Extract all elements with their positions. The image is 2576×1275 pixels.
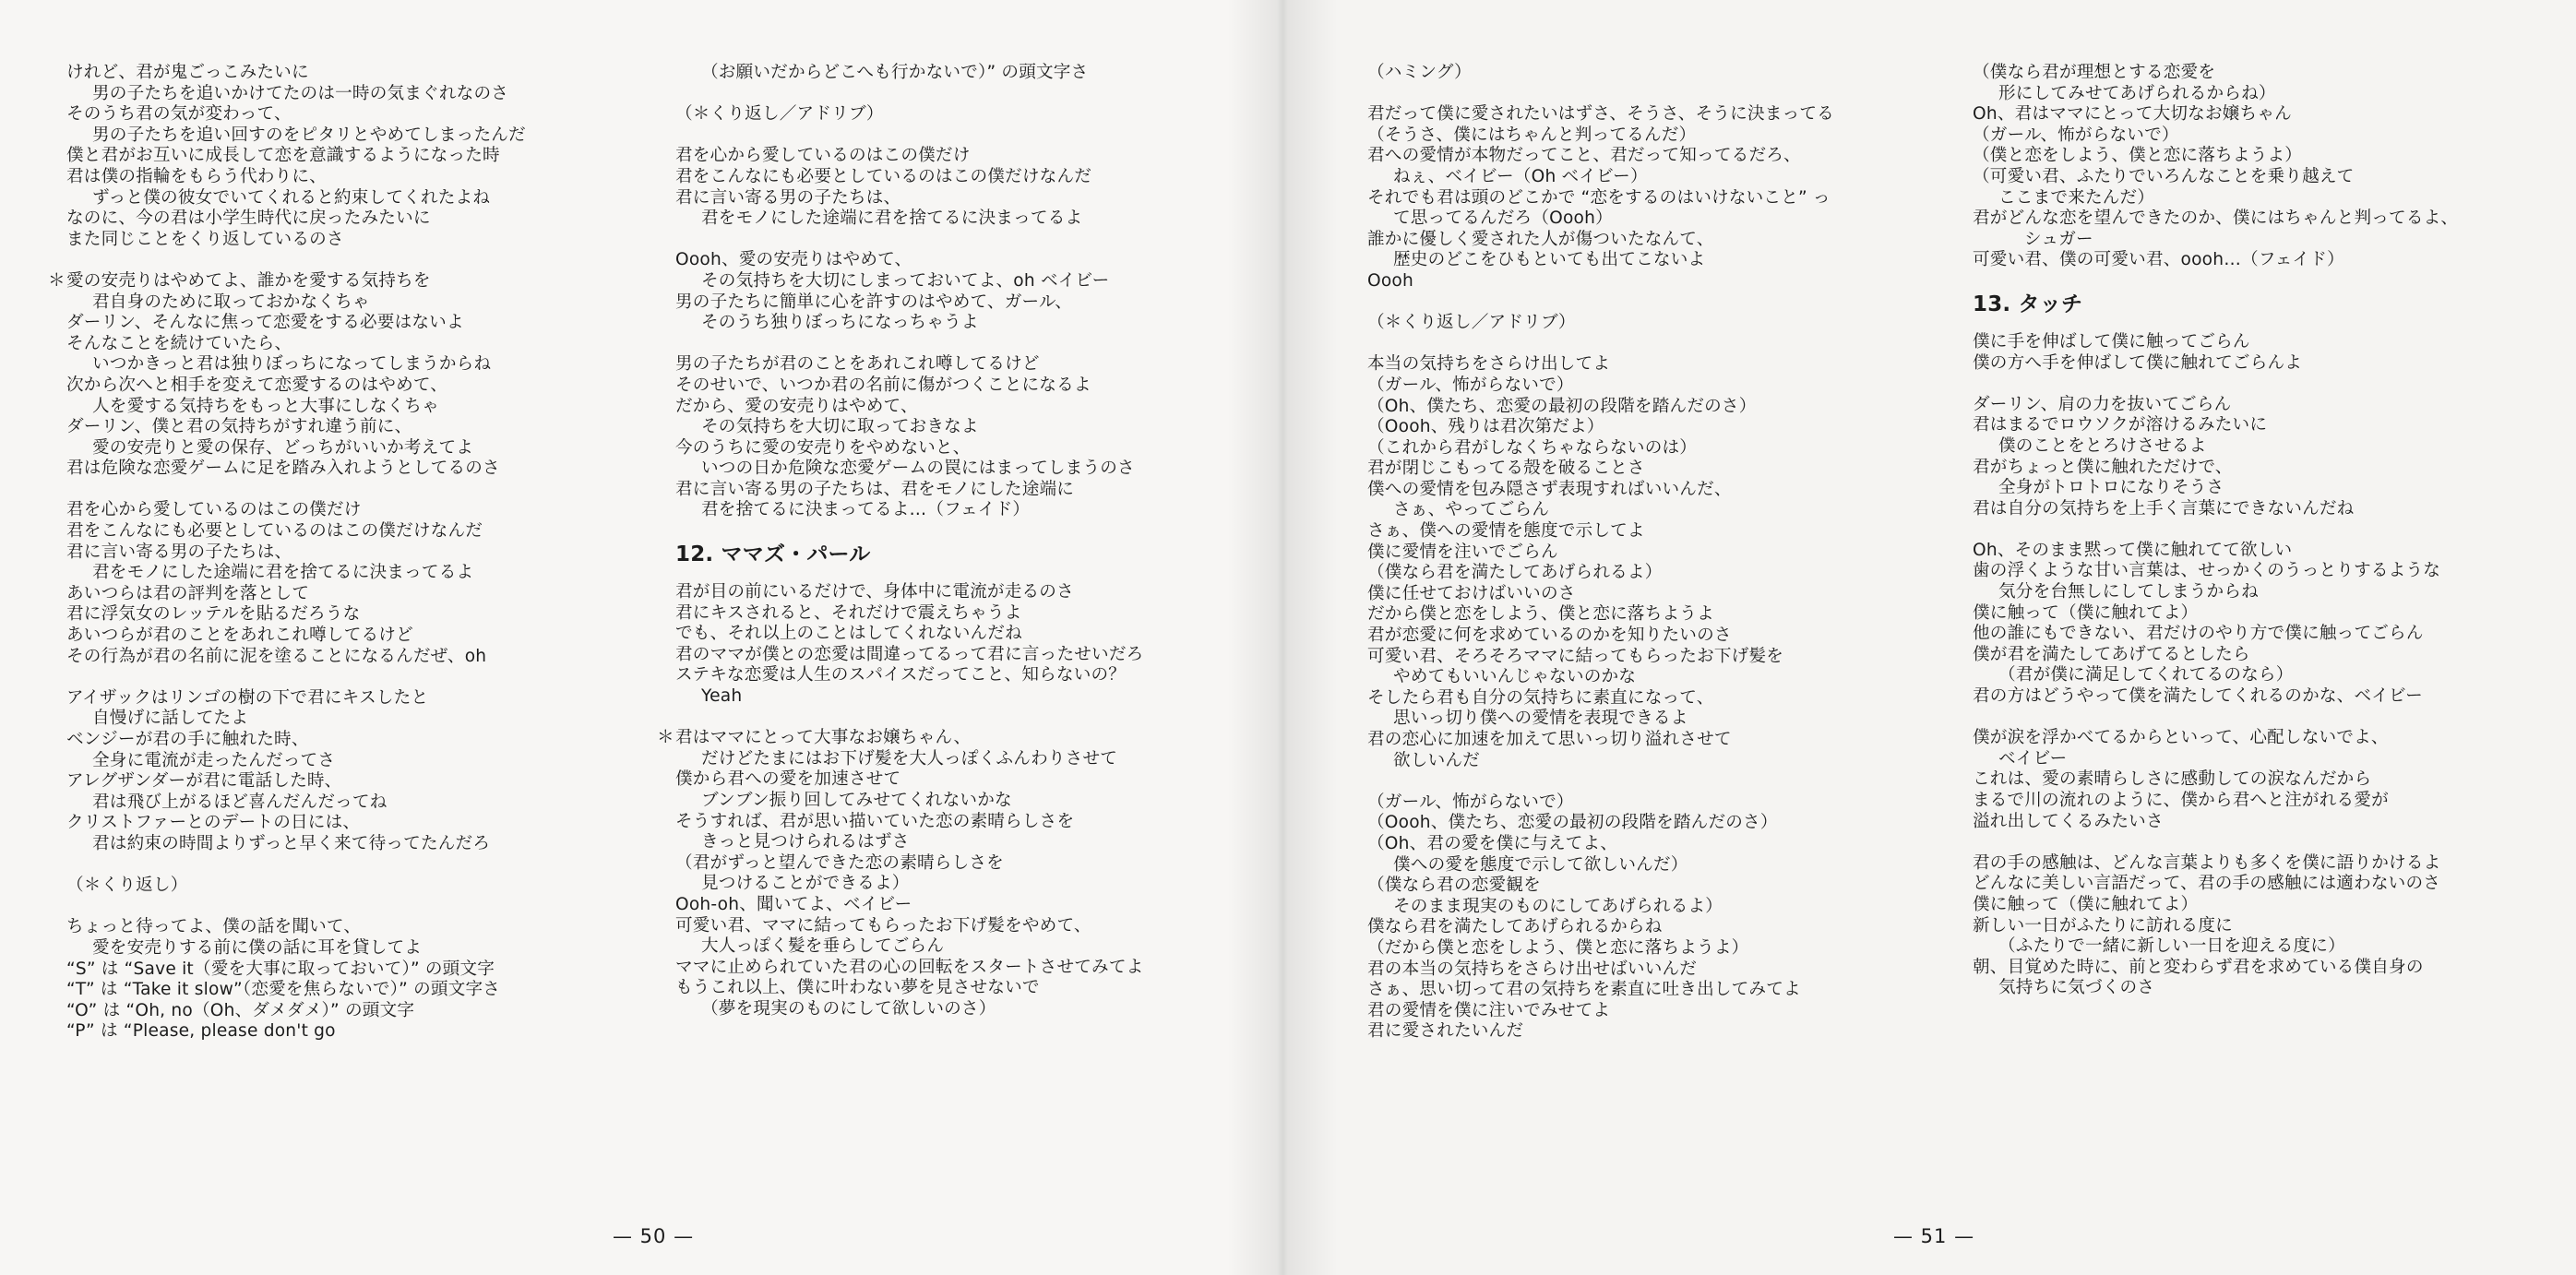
page-number-right: — 51 — bbox=[1893, 1225, 1975, 1247]
lyric-line: そんなことを続けていたら、 bbox=[66, 333, 292, 353]
lyric-line: これは、愛の素晴らしさに感動しての涙なんだから bbox=[1973, 769, 2372, 790]
lyric-line: 君は飛び上がるほど喜んだんだってね bbox=[92, 792, 388, 812]
song-title: 13. タッチ bbox=[1973, 292, 2083, 316]
lyric-line: 君をモノにした途端に君を捨てるに決まってるよ bbox=[92, 563, 474, 583]
lyric-line: そのうち君の気が変わって、 bbox=[66, 104, 292, 125]
lyric-line: クリストファーとのデートの日には、 bbox=[66, 813, 361, 833]
lyric-line: （Oooh、僕たち、恋愛の最初の段階を踏んだのさ） bbox=[1367, 813, 1778, 833]
song-title: 12. ママズ・パール bbox=[675, 542, 871, 567]
lyric-line: （ガール、怖がらないで） bbox=[1367, 375, 1574, 395]
lyric-line: 今のうちに愛の安売りをやめないと、 bbox=[675, 437, 971, 458]
lyric-line: 男の子たちに簡単に心を許すのはやめて、ガール、 bbox=[675, 292, 1073, 312]
lyric-line: でも、それ以上のことはしてくれないんだね bbox=[675, 624, 1022, 644]
lyric-line: ベンジーが君の手に触れた時、 bbox=[66, 730, 309, 749]
lyric-line: 僕が君を満たしてあげてるとしたら bbox=[1973, 644, 2250, 664]
lyric-line: （＊くり返し／アドリブ） bbox=[1367, 313, 1576, 333]
lyric-line: 気分を台無しにしてしまうからね bbox=[1998, 582, 2259, 602]
lyric-line: あいつらが君のことをあれこれ噂してるけど bbox=[66, 626, 413, 646]
lyric-line: Yeah bbox=[701, 686, 743, 707]
lyric-line: また同じことをくり返しているのさ bbox=[66, 229, 344, 249]
lyric-line: 君に浮気女のレッテルを貼るだろうな bbox=[66, 604, 361, 625]
lyric-line: 他の誰にもできない、君だけのやり方で僕に触ってごらん bbox=[1973, 624, 2424, 644]
lyric-line: 僕のことをとろけさせるよ bbox=[1998, 435, 2207, 456]
lyric-line: ベイビー bbox=[1998, 748, 2068, 769]
lyric-line: さぁ、やってごらん bbox=[1393, 500, 1550, 520]
lyric-line: Oooh、愛の安売りはやめて、 bbox=[675, 250, 912, 270]
lyric-line: 君をモノにした途端に君を捨てるに決まってるよ bbox=[701, 209, 1083, 229]
lyric-line: （僕なら君を満たしてあげられるよ） bbox=[1367, 563, 1663, 583]
stanza-gap bbox=[1973, 708, 2458, 729]
lyric-line: 君に言い寄る男の子たちは、君をモノにした途端に bbox=[675, 479, 1075, 499]
lyric-line: Oooh bbox=[1367, 270, 1413, 291]
lyric-line: そのせいで、いつか君の名前に傷がつくことになるよ bbox=[675, 375, 1091, 395]
lyrics-column-4 bbox=[1973, 63, 2458, 999]
lyric-line: だから、愛の安売りはやめて、 bbox=[675, 396, 918, 416]
lyric-line: 誰かに優しく愛された人が傷ついたなんて、 bbox=[1367, 229, 1714, 249]
lyric-line: （だから僕と恋をしよう、僕と恋に落ちようよ） bbox=[1367, 937, 1749, 958]
lyric-line: 君自身のために取っておかなくちゃ bbox=[92, 292, 370, 312]
lyric-line: まるで川の流れのように、僕から君へと注がれる愛が bbox=[1973, 791, 2389, 810]
lyric-line: 形にしてみせてあげられるからね） bbox=[1998, 83, 2276, 103]
lyric-line: （Oh、君の愛を僕に与えてよ、 bbox=[1367, 833, 1618, 853]
lyric-line: ステキな恋愛は人生のスパイスだってこと、知らないの？ bbox=[675, 665, 1127, 685]
lyric-line: 君がどんな恋を望んできたのか、僕にはちゃんと判ってるよ、 bbox=[1973, 209, 2459, 229]
lyric-line: 全身がトロトロになりそうさ bbox=[1998, 478, 2224, 498]
lyric-line: 歯の浮くような甘い言葉は、せっかくのうっとりするような bbox=[1973, 561, 2441, 581]
lyrics-column-3 bbox=[1367, 63, 1834, 1043]
lyric-line: 君が恋愛に何を求めているのかを知りたいのさ bbox=[1367, 626, 1732, 646]
lyric-line: 君は僕の指輪をもらう代わりに、 bbox=[66, 166, 327, 186]
lyric-line: 僕が涙を浮かべてるからといって、心配しないでよ、 bbox=[1973, 728, 2389, 748]
lyric-line: 君に言い寄る男の子たちは、 bbox=[66, 542, 292, 562]
lyric-line: （＊くり返し） bbox=[66, 876, 188, 896]
lyric-line: （僕なら君の恋愛観を bbox=[1367, 876, 1541, 896]
lyric-line: 君の手の感触は、どんな言葉よりも多くを僕に語りかけるよ bbox=[1973, 852, 2441, 873]
lyric-line: 君の方はどうやって僕を満たしてくれるのかな、ベイビー bbox=[1973, 686, 2423, 707]
page-left bbox=[0, 0, 1282, 1275]
stanza-gap bbox=[1367, 771, 1834, 792]
lyric-line: 君をこんなにも必要としているのはこの僕だけなんだ bbox=[66, 521, 483, 542]
lyric-line: 男の子たちを追い回すのをピタリとやめてしまったんだ bbox=[92, 125, 526, 145]
lyric-line: 君を心から愛しているのはこの僕だけ bbox=[66, 500, 362, 520]
lyric-line: （夢を現実のものにして欲しいのさ） bbox=[701, 998, 996, 1019]
lyric-line: 僕への愛を態度で示して欲しいんだ） bbox=[1393, 854, 1688, 875]
lyric-line: 男の子たちが君のことをあれこれ噂してるけど bbox=[675, 354, 1040, 375]
lyric-line: けれど、君が鬼ごっこみたいに bbox=[66, 63, 309, 82]
lyric-line: ちょっと待ってよ、僕の話を聞いて、 bbox=[66, 917, 362, 937]
stanza-gap bbox=[1367, 334, 1834, 355]
lyric-line: て思ってるんだろ（Oooh） bbox=[1393, 209, 1613, 229]
stanza-gap bbox=[675, 334, 1143, 355]
lyric-line: ダーリン、肩の力を抜いてごらん bbox=[1973, 394, 2232, 414]
lyric-line: （＊くり返し／アドリブ） bbox=[675, 104, 884, 125]
lyric-line: 男の子たちを追いかけてたのは一時の気まぐれなのさ bbox=[92, 83, 509, 103]
lyric-line: （そうさ、僕にはちゃんと判ってるんだ） bbox=[1367, 125, 1697, 145]
lyric-line: 僕に触って（僕に触れてよ） bbox=[1973, 602, 2199, 623]
lyric-line: 君への愛情が本物だってこと、君だって知ってるだろ、 bbox=[1367, 146, 1801, 166]
lyric-line: 僕と君がお互いに成長して恋を意識するようになった時 bbox=[66, 146, 500, 166]
stanza-gap bbox=[1973, 374, 2458, 395]
lyric-line: 君だって僕に愛されたいはずさ、そうさ、そうに決まってる bbox=[1367, 104, 1834, 125]
lyric-line: 僕に愛情を注いでごらん bbox=[1367, 542, 1558, 562]
stanza-gap bbox=[66, 667, 526, 688]
lyric-line: いつかきっと君は独りぼっちになってしまうからね bbox=[92, 354, 492, 375]
lyric-line: （ガール、怖がらないで） bbox=[1973, 125, 2179, 145]
lyric-line: シュガー bbox=[2024, 229, 2093, 249]
stanza-gap bbox=[1367, 84, 1834, 105]
lyric-line: 欲しいんだ bbox=[1393, 750, 1480, 770]
lyric-line: 大人っぽく髪を垂らしてごらん bbox=[701, 936, 945, 957]
lyric-line: 君はまるでロウソクが溶けるみたいに bbox=[1973, 415, 2268, 435]
lyric-line: もうこれ以上、僕に叶わない夢を見させないで bbox=[675, 978, 1040, 998]
lyric-line: さぁ、思い切って君の気持ちを素直に吐き出してみてよ bbox=[1367, 980, 1801, 1000]
lyric-line: （これから君がしなくちゃならないのは） bbox=[1367, 437, 1698, 458]
lyric-line: 可愛い君、そろそろママに結ってもらったお下げ髪を bbox=[1367, 646, 1784, 666]
lyric-line: だけどたまにはお下げ髪を大人っぽくふんわりさせて bbox=[701, 748, 1118, 769]
lyric-line: ダーリン、そんなに焦って恋愛をする必要はないよ bbox=[66, 313, 464, 333]
lyric-line: 君を捨てるに決まってるよ…（フェイド） bbox=[701, 500, 1031, 520]
lyric-line: （可愛い君、ふたりでいろんなことを乗り越えて bbox=[1973, 166, 2355, 186]
lyric-line: アレグザンダーが君に電話した時、 bbox=[66, 771, 342, 792]
lyric-line: 僕に任せておけばいいのさ bbox=[1367, 583, 1576, 603]
stanza-gap bbox=[675, 708, 1143, 729]
lyric-line: “P” は “Please, please don't go bbox=[66, 1021, 336, 1042]
lyric-line: Ooh-oh、聞いてよ、ベイビー bbox=[675, 894, 912, 914]
lyric-line: 人を愛する気持ちをもっと大事にしなくちゃ bbox=[92, 396, 439, 416]
stanza-gap bbox=[66, 480, 526, 501]
lyric-line: 僕の方へ手を伸ばして僕に触れてごらんよ bbox=[1973, 352, 2303, 373]
lyric-line: 君の愛情を僕に注いでみせてよ bbox=[1367, 1000, 1611, 1020]
lyric-line: 君の本当の気持ちをさらけ出せばいいんだ bbox=[1367, 959, 1698, 979]
lyric-line: 君が目の前にいるだけで、身体中に電流が走るのさ bbox=[675, 582, 1074, 602]
lyric-line: （Oooh、残りは君次第だよ） bbox=[1367, 417, 1604, 437]
lyric-line: 君を心から愛しているのはこの僕だけ bbox=[675, 146, 971, 166]
lyric-line: 君のママが僕との恋愛は間違ってるって君に言ったせいだろ bbox=[675, 644, 1144, 664]
lyric-line: 君は自分の気持ちを上手く言葉にできないんだね bbox=[1973, 498, 2355, 518]
lyric-line: そしたら君も自分の気持ちに素直になって、 bbox=[1367, 687, 1714, 708]
lyric-line: （僕なら君が理想とする恋愛を bbox=[1973, 63, 2216, 82]
lyric-line: 溢れ出してくるみたいさ bbox=[1973, 811, 2164, 831]
lyric-line: 愛を安売りする前に僕の話に耳を貸してよ bbox=[92, 937, 423, 958]
lyric-line: その気持ちを大切にしまっておいてよ、oh ベイビー bbox=[701, 270, 1110, 291]
lyric-line: ブンブン振り回してみせてくれないかな bbox=[701, 791, 1012, 810]
lyric-line: （僕と恋をしよう、僕と恋に落ちようよ） bbox=[1973, 146, 2303, 166]
lyric-line: やめてもいいんじゃないのかな bbox=[1393, 667, 1637, 687]
lyric-line: いつの日か危険な恋愛ゲームの罠にはまってしまうのさ bbox=[701, 459, 1135, 479]
lyric-line: （君が僕に満足してくれてるのなら） bbox=[1998, 665, 2294, 685]
lyric-line: それでも君は頭のどこかで “恋をするのはいけないこと” っ bbox=[1367, 187, 1831, 208]
lyric-line: 全身に電流が走ったんだってさ bbox=[92, 750, 336, 770]
lyric-line: 思いっ切り僕への愛情を表現できるよ bbox=[1393, 709, 1688, 729]
book-gutter bbox=[1227, 0, 1338, 1275]
lyric-line: ママに止められていた君の心の回転をスタートさせてみてよ bbox=[675, 957, 1144, 977]
lyric-line: 君にキスされると、それだけで震えちゃうよ bbox=[675, 602, 1022, 623]
lyric-line: Oh、君はママにとって大切なお嬢ちゃん bbox=[1973, 104, 2292, 125]
lyric-line: ねぇ、ベイビー（Oh ベイビー） bbox=[1393, 166, 1648, 186]
lyric-line: あいつらは君の評判を落として bbox=[66, 583, 310, 603]
lyric-line: （ハミング） bbox=[1367, 63, 1472, 82]
stanza-gap bbox=[675, 125, 1143, 147]
lyric-line: （お願いだからどこへも行かないで）” の頭文字さ bbox=[701, 63, 1089, 82]
lyric-line: そのうち独りぼっちになっちゃうよ bbox=[701, 313, 979, 333]
lyric-line: ここまで来たんだ） bbox=[1998, 187, 2155, 208]
lyric-line: （Oh、僕たち、恋愛の最初の段階を踏んだのさ） bbox=[1367, 396, 1757, 416]
lyric-line: （ふたりで一緒に新しい一日を迎える度に） bbox=[1998, 936, 2345, 957]
lyric-line: “O” は “Oh, no（Oh、ダメダメ）” の頭文字 bbox=[66, 1000, 415, 1020]
lyric-line: 朝、目覚めた時に、前と変わらず君を求めている僕自身の bbox=[1973, 957, 2424, 977]
lyric-line: 君に愛されたいんだ bbox=[1367, 1021, 1524, 1042]
stanza-gap bbox=[1367, 292, 1834, 314]
lyric-line: ずっと僕の彼女でいてくれると約束してくれたよね bbox=[92, 187, 491, 208]
stanza-gap bbox=[1973, 519, 2458, 541]
lyric-line: なのに、今の君は小学生時代に戻ったみたいに bbox=[66, 209, 431, 229]
lyric-line: 僕なら君を満たしてあげられるからね bbox=[1367, 917, 1663, 937]
lyric-line: 気持ちに気づくのさ bbox=[1998, 978, 2155, 998]
lyrics-column-2 bbox=[675, 63, 1143, 1020]
lyric-line: （ガール、怖がらないで） bbox=[1367, 792, 1574, 812]
lyric-line: 君をこんなにも必要としているのはこの僕だけなんだ bbox=[675, 166, 1092, 186]
lyric-line: 君がちょっと僕に触れただけで、 bbox=[1973, 457, 2233, 477]
lyric-line: 君が閉じこもってる殻を破ることさ bbox=[1367, 459, 1645, 479]
lyric-line: “S” は “Save it（愛を大事に取っておいて）” の頭文字 bbox=[66, 959, 495, 979]
lyric-line: 君は約束の時間よりずっと早く来て待ってたんだろ bbox=[92, 833, 491, 853]
lyric-line: さぁ、僕への愛情を態度で示してよ bbox=[1367, 521, 1645, 542]
lyric-line: その気持ちを大切に取っておきなよ bbox=[701, 417, 979, 437]
stanza-gap bbox=[66, 855, 526, 876]
lyric-line: 君に言い寄る男の子たちは、 bbox=[675, 187, 901, 208]
lyric-line: 愛の安売りと愛の保存、どっちがいいか考えてよ bbox=[92, 437, 474, 458]
lyric-line: 可愛い君、ママに結ってもらったお下げ髪をやめて、 bbox=[675, 915, 1091, 935]
stanza-gap bbox=[66, 897, 526, 918]
lyric-line: どんなに美しい言語だって、君の手の感触には適わないのさ bbox=[1973, 874, 2441, 894]
lyric-line: 見つけることができるよ） bbox=[701, 874, 910, 894]
lyric-line: ダーリン、僕と君の気持ちがすれ違う前に、 bbox=[66, 417, 412, 437]
lyric-line: 僕に手を伸ばして僕に触ってごらん bbox=[1973, 331, 2250, 352]
lyric-line: 君の恋心に加速を加えて思いっ切り溢れさせて bbox=[1367, 730, 1732, 749]
lyric-line: 自慢げに話してたよ bbox=[92, 709, 249, 729]
lyric-line: 僕への愛情を包み隠さず表現すればいいんだ、 bbox=[1367, 479, 1732, 499]
stanza-gap bbox=[675, 230, 1143, 251]
stanza-gap bbox=[66, 250, 526, 271]
lyric-line: 可愛い君、僕の可愛い君、oooh…（フェイド） bbox=[1973, 250, 2344, 270]
lyric-line: きっと見つけられるはずさ bbox=[701, 832, 910, 852]
lyrics-column-1 bbox=[66, 63, 526, 1043]
lyric-line: 君は危険な恋愛ゲームに足を踏み入れようとしてるのさ bbox=[66, 459, 500, 479]
lyric-line: アイザックはリンゴの樹の下で君にキスしたと bbox=[66, 687, 429, 708]
lyric-line: そうすれば、君が思い描いていた恋の素晴らしさを bbox=[675, 811, 1075, 831]
lyric-line: “T” は “Take it slow”（恋愛を焦らないで）” の頭文字さ bbox=[66, 980, 501, 1000]
lyric-line: 本当の気持ちをさらけ出してよ bbox=[1367, 354, 1611, 375]
lyric-line: ＊ 君はママにとって大事なお嬢ちゃん、 bbox=[675, 728, 1143, 749]
lyric-line: ＊ 愛の安売りはやめてよ、誰かを愛する気持ちを bbox=[66, 271, 526, 292]
lyric-line: だから僕と恋をしよう、僕と恋に落ちようよ bbox=[1367, 604, 1714, 625]
lyric-line: 僕から君への愛を加速させて bbox=[675, 769, 901, 790]
stanza-gap bbox=[1973, 832, 2458, 853]
lyric-line: 僕に触って（僕に触れてよ） bbox=[1973, 894, 2199, 914]
lyric-line: その行為が君の名前に泥を塗ることになるんだぜ、oh bbox=[66, 646, 487, 666]
page-number-left: — 50 — bbox=[613, 1225, 695, 1247]
lyric-line: そのまま現実のものにしてあげられるよ） bbox=[1393, 896, 1723, 916]
stanza-gap bbox=[675, 84, 1143, 105]
lyric-line: 次から次へと相手を変えて恋愛するのはやめて、 bbox=[66, 375, 448, 395]
lyric-line: Oh、そのまま黙って僕に触れてて欲しい bbox=[1973, 540, 2293, 560]
lyric-line: 歴史のどこをひもといても出てこないよ bbox=[1393, 250, 1706, 270]
lyric-line: 新しい一日がふたりに訪れる度に bbox=[1973, 915, 2233, 935]
lyric-line: （君がずっと望んできた恋の素晴らしさを bbox=[675, 852, 1004, 873]
